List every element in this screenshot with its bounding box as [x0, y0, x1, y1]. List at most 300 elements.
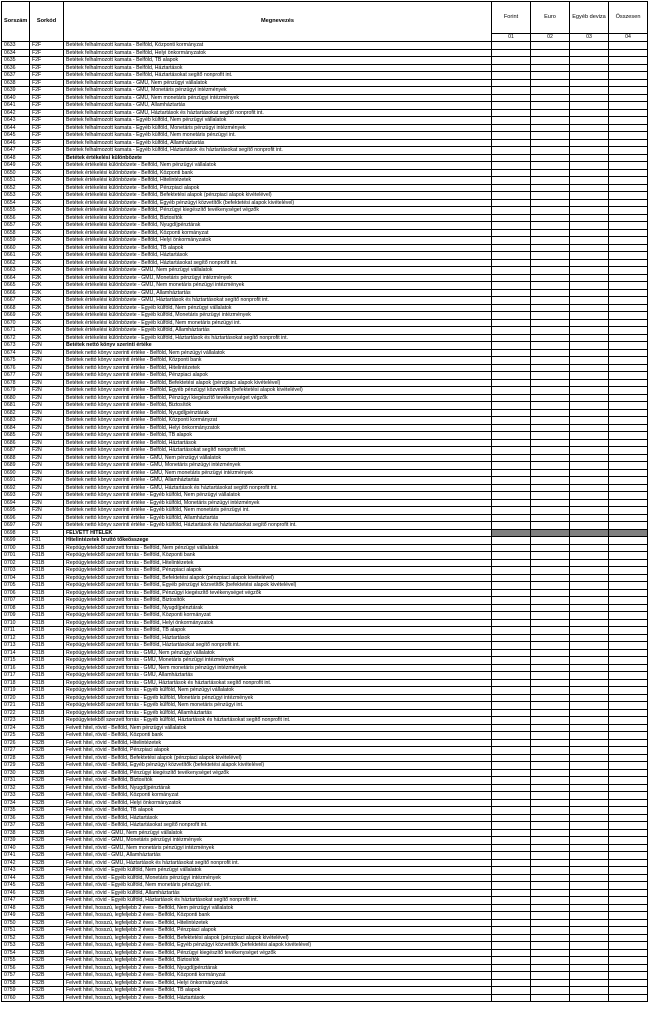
cell-euro[interactable]: [531, 297, 570, 305]
cell-euro[interactable]: [531, 709, 570, 717]
cell-forint[interactable]: [492, 724, 531, 732]
cell-osszesen[interactable]: [609, 379, 648, 387]
cell-forint[interactable]: [492, 732, 531, 740]
cell-egyeb[interactable]: [570, 912, 609, 920]
cell-osszesen[interactable]: [609, 274, 648, 282]
cell-forint[interactable]: [492, 964, 531, 972]
cell-osszesen[interactable]: [609, 439, 648, 447]
cell-osszesen[interactable]: [609, 447, 648, 455]
cell-egyeb[interactable]: [570, 379, 609, 387]
cell-osszesen[interactable]: [609, 124, 648, 132]
cell-egyeb[interactable]: [570, 462, 609, 470]
cell-forint[interactable]: [492, 207, 531, 215]
cell-osszesen[interactable]: [609, 927, 648, 935]
cell-egyeb[interactable]: [570, 979, 609, 987]
cell-osszesen[interactable]: [609, 417, 648, 425]
cell-egyeb[interactable]: [570, 949, 609, 957]
cell-egyeb[interactable]: [570, 679, 609, 687]
cell-osszesen[interactable]: [609, 214, 648, 222]
cell-forint[interactable]: [492, 252, 531, 260]
cell-osszesen[interactable]: [609, 117, 648, 125]
cell-forint[interactable]: [492, 117, 531, 125]
cell-osszesen[interactable]: [609, 297, 648, 305]
cell-egyeb[interactable]: [570, 807, 609, 815]
cell-osszesen[interactable]: [609, 672, 648, 680]
cell-forint[interactable]: [492, 912, 531, 920]
cell-egyeb[interactable]: [570, 252, 609, 260]
cell-egyeb[interactable]: [570, 244, 609, 252]
cell-forint[interactable]: [492, 882, 531, 890]
cell-euro[interactable]: [531, 574, 570, 582]
cell-osszesen[interactable]: [609, 657, 648, 665]
cell-egyeb[interactable]: [570, 64, 609, 72]
cell-egyeb[interactable]: [570, 507, 609, 515]
cell-forint[interactable]: [492, 192, 531, 200]
cell-forint[interactable]: [492, 777, 531, 785]
cell-forint[interactable]: [492, 717, 531, 725]
cell-euro[interactable]: [531, 867, 570, 875]
cell-osszesen[interactable]: [609, 867, 648, 875]
cell-forint[interactable]: [492, 769, 531, 777]
cell-forint[interactable]: [492, 904, 531, 912]
cell-egyeb[interactable]: [570, 627, 609, 635]
cell-euro[interactable]: [531, 987, 570, 995]
cell-euro[interactable]: [531, 919, 570, 927]
cell-egyeb[interactable]: [570, 439, 609, 447]
cell-egyeb[interactable]: [570, 319, 609, 327]
cell-forint[interactable]: [492, 672, 531, 680]
cell-osszesen[interactable]: [609, 634, 648, 642]
cell-egyeb[interactable]: [570, 612, 609, 620]
cell-osszesen[interactable]: [609, 342, 648, 350]
cell-osszesen[interactable]: [609, 619, 648, 627]
cell-euro[interactable]: [531, 154, 570, 162]
cell-egyeb[interactable]: [570, 829, 609, 837]
cell-egyeb[interactable]: [570, 132, 609, 140]
cell-euro[interactable]: [531, 957, 570, 965]
cell-osszesen[interactable]: [609, 844, 648, 852]
cell-egyeb[interactable]: [570, 259, 609, 267]
cell-euro[interactable]: [531, 837, 570, 845]
cell-euro[interactable]: [531, 904, 570, 912]
cell-euro[interactable]: [531, 949, 570, 957]
cell-euro[interactable]: [531, 642, 570, 650]
cell-egyeb[interactable]: [570, 822, 609, 830]
cell-forint[interactable]: [492, 859, 531, 867]
cell-forint[interactable]: [492, 957, 531, 965]
cell-egyeb[interactable]: [570, 49, 609, 57]
cell-euro[interactable]: [531, 319, 570, 327]
cell-egyeb[interactable]: [570, 79, 609, 87]
cell-forint[interactable]: [492, 439, 531, 447]
cell-euro[interactable]: [531, 57, 570, 65]
cell-egyeb[interactable]: [570, 529, 609, 537]
cell-egyeb[interactable]: [570, 582, 609, 590]
cell-forint[interactable]: [492, 177, 531, 185]
cell-osszesen[interactable]: [609, 567, 648, 575]
cell-euro[interactable]: [531, 912, 570, 920]
cell-egyeb[interactable]: [570, 964, 609, 972]
cell-forint[interactable]: [492, 642, 531, 650]
cell-osszesen[interactable]: [609, 687, 648, 695]
cell-forint[interactable]: [492, 612, 531, 620]
cell-osszesen[interactable]: [609, 64, 648, 72]
cell-euro[interactable]: [531, 199, 570, 207]
cell-osszesen[interactable]: [609, 207, 648, 215]
cell-egyeb[interactable]: [570, 522, 609, 530]
cell-egyeb[interactable]: [570, 139, 609, 147]
cell-euro[interactable]: [531, 357, 570, 365]
cell-forint[interactable]: [492, 282, 531, 290]
cell-egyeb[interactable]: [570, 867, 609, 875]
cell-egyeb[interactable]: [570, 904, 609, 912]
cell-euro[interactable]: [531, 334, 570, 342]
cell-osszesen[interactable]: [609, 184, 648, 192]
cell-forint[interactable]: [492, 229, 531, 237]
cell-forint[interactable]: [492, 154, 531, 162]
cell-egyeb[interactable]: [570, 477, 609, 485]
cell-egyeb[interactable]: [570, 274, 609, 282]
cell-forint[interactable]: [492, 57, 531, 65]
cell-euro[interactable]: [531, 979, 570, 987]
cell-egyeb[interactable]: [570, 357, 609, 365]
cell-forint[interactable]: [492, 319, 531, 327]
cell-forint[interactable]: [492, 792, 531, 800]
cell-osszesen[interactable]: [609, 874, 648, 882]
cell-euro[interactable]: [531, 769, 570, 777]
cell-euro[interactable]: [531, 507, 570, 515]
cell-euro[interactable]: [531, 117, 570, 125]
cell-egyeb[interactable]: [570, 312, 609, 320]
cell-egyeb[interactable]: [570, 237, 609, 245]
cell-euro[interactable]: [531, 289, 570, 297]
cell-egyeb[interactable]: [570, 784, 609, 792]
cell-euro[interactable]: [531, 934, 570, 942]
cell-egyeb[interactable]: [570, 124, 609, 132]
cell-egyeb[interactable]: [570, 342, 609, 350]
cell-egyeb[interactable]: [570, 799, 609, 807]
cell-euro[interactable]: [531, 387, 570, 395]
cell-euro[interactable]: [531, 897, 570, 905]
cell-egyeb[interactable]: [570, 537, 609, 545]
cell-euro[interactable]: [531, 244, 570, 252]
cell-osszesen[interactable]: [609, 432, 648, 440]
cell-forint[interactable]: [492, 64, 531, 72]
cell-egyeb[interactable]: [570, 739, 609, 747]
cell-euro[interactable]: [531, 169, 570, 177]
cell-osszesen[interactable]: [609, 784, 648, 792]
cell-egyeb[interactable]: [570, 222, 609, 230]
cell-osszesen[interactable]: [609, 147, 648, 155]
cell-euro[interactable]: [531, 469, 570, 477]
cell-egyeb[interactable]: [570, 432, 609, 440]
cell-forint[interactable]: [492, 889, 531, 897]
cell-forint[interactable]: [492, 747, 531, 755]
cell-forint[interactable]: [492, 87, 531, 95]
cell-osszesen[interactable]: [609, 57, 648, 65]
cell-egyeb[interactable]: [570, 387, 609, 395]
cell-egyeb[interactable]: [570, 469, 609, 477]
cell-egyeb[interactable]: [570, 199, 609, 207]
cell-euro[interactable]: [531, 672, 570, 680]
cell-forint[interactable]: [492, 852, 531, 860]
cell-euro[interactable]: [531, 994, 570, 1002]
cell-osszesen[interactable]: [609, 852, 648, 860]
cell-euro[interactable]: [531, 447, 570, 455]
cell-euro[interactable]: [531, 349, 570, 357]
cell-egyeb[interactable]: [570, 852, 609, 860]
cell-osszesen[interactable]: [609, 739, 648, 747]
cell-egyeb[interactable]: [570, 282, 609, 290]
cell-euro[interactable]: [531, 597, 570, 605]
cell-euro[interactable]: [531, 214, 570, 222]
cell-egyeb[interactable]: [570, 229, 609, 237]
cell-osszesen[interactable]: [609, 552, 648, 560]
cell-euro[interactable]: [531, 499, 570, 507]
cell-egyeb[interactable]: [570, 544, 609, 552]
cell-forint[interactable]: [492, 327, 531, 335]
cell-euro[interactable]: [531, 432, 570, 440]
cell-egyeb[interactable]: [570, 72, 609, 80]
cell-osszesen[interactable]: [609, 972, 648, 980]
cell-euro[interactable]: [531, 604, 570, 612]
cell-osszesen[interactable]: [609, 402, 648, 410]
cell-egyeb[interactable]: [570, 987, 609, 995]
cell-euro[interactable]: [531, 567, 570, 575]
cell-osszesen[interactable]: [609, 409, 648, 417]
cell-osszesen[interactable]: [609, 994, 648, 1002]
cell-osszesen[interactable]: [609, 537, 648, 545]
cell-egyeb[interactable]: [570, 657, 609, 665]
cell-euro[interactable]: [531, 739, 570, 747]
cell-euro[interactable]: [531, 702, 570, 710]
cell-forint[interactable]: [492, 709, 531, 717]
cell-egyeb[interactable]: [570, 882, 609, 890]
cell-forint[interactable]: [492, 499, 531, 507]
cell-osszesen[interactable]: [609, 394, 648, 402]
cell-osszesen[interactable]: [609, 574, 648, 582]
cell-osszesen[interactable]: [609, 979, 648, 987]
cell-osszesen[interactable]: [609, 319, 648, 327]
cell-osszesen[interactable]: [609, 582, 648, 590]
cell-euro[interactable]: [531, 409, 570, 417]
cell-osszesen[interactable]: [609, 282, 648, 290]
cell-euro[interactable]: [531, 724, 570, 732]
cell-osszesen[interactable]: [609, 484, 648, 492]
cell-osszesen[interactable]: [609, 259, 648, 267]
cell-osszesen[interactable]: [609, 859, 648, 867]
cell-forint[interactable]: [492, 664, 531, 672]
cell-forint[interactable]: [492, 537, 531, 545]
cell-osszesen[interactable]: [609, 79, 648, 87]
cell-forint[interactable]: [492, 214, 531, 222]
cell-osszesen[interactable]: [609, 454, 648, 462]
cell-forint[interactable]: [492, 447, 531, 455]
cell-osszesen[interactable]: [609, 492, 648, 500]
cell-egyeb[interactable]: [570, 169, 609, 177]
cell-forint[interactable]: [492, 919, 531, 927]
cell-euro[interactable]: [531, 777, 570, 785]
cell-egyeb[interactable]: [570, 484, 609, 492]
cell-euro[interactable]: [531, 882, 570, 890]
cell-egyeb[interactable]: [570, 492, 609, 500]
cell-forint[interactable]: [492, 529, 531, 537]
cell-euro[interactable]: [531, 784, 570, 792]
cell-osszesen[interactable]: [609, 139, 648, 147]
cell-euro[interactable]: [531, 424, 570, 432]
cell-euro[interactable]: [531, 717, 570, 725]
cell-forint[interactable]: [492, 169, 531, 177]
cell-osszesen[interactable]: [609, 499, 648, 507]
cell-osszesen[interactable]: [609, 334, 648, 342]
cell-euro[interactable]: [531, 859, 570, 867]
cell-forint[interactable]: [492, 844, 531, 852]
cell-egyeb[interactable]: [570, 334, 609, 342]
cell-forint[interactable]: [492, 799, 531, 807]
cell-osszesen[interactable]: [609, 222, 648, 230]
cell-osszesen[interactable]: [609, 49, 648, 57]
cell-osszesen[interactable]: [609, 387, 648, 395]
cell-osszesen[interactable]: [609, 642, 648, 650]
cell-forint[interactable]: [492, 267, 531, 275]
cell-forint[interactable]: [492, 139, 531, 147]
cell-osszesen[interactable]: [609, 897, 648, 905]
cell-euro[interactable]: [531, 657, 570, 665]
cell-euro[interactable]: [531, 589, 570, 597]
cell-osszesen[interactable]: [609, 942, 648, 950]
cell-osszesen[interactable]: [609, 559, 648, 567]
cell-euro[interactable]: [531, 79, 570, 87]
cell-osszesen[interactable]: [609, 754, 648, 762]
cell-forint[interactable]: [492, 492, 531, 500]
cell-egyeb[interactable]: [570, 177, 609, 185]
cell-euro[interactable]: [531, 139, 570, 147]
cell-forint[interactable]: [492, 364, 531, 372]
cell-osszesen[interactable]: [609, 627, 648, 635]
cell-egyeb[interactable]: [570, 574, 609, 582]
cell-euro[interactable]: [531, 747, 570, 755]
cell-osszesen[interactable]: [609, 957, 648, 965]
cell-forint[interactable]: [492, 342, 531, 350]
cell-egyeb[interactable]: [570, 117, 609, 125]
cell-egyeb[interactable]: [570, 604, 609, 612]
cell-euro[interactable]: [531, 649, 570, 657]
cell-egyeb[interactable]: [570, 844, 609, 852]
cell-forint[interactable]: [492, 237, 531, 245]
cell-egyeb[interactable]: [570, 109, 609, 117]
cell-euro[interactable]: [531, 687, 570, 695]
cell-osszesen[interactable]: [609, 372, 648, 380]
cell-egyeb[interactable]: [570, 897, 609, 905]
cell-forint[interactable]: [492, 649, 531, 657]
cell-egyeb[interactable]: [570, 597, 609, 605]
cell-forint[interactable]: [492, 49, 531, 57]
cell-euro[interactable]: [531, 259, 570, 267]
cell-forint[interactable]: [492, 109, 531, 117]
cell-egyeb[interactable]: [570, 42, 609, 50]
cell-euro[interactable]: [531, 304, 570, 312]
cell-euro[interactable]: [531, 664, 570, 672]
cell-forint[interactable]: [492, 184, 531, 192]
cell-forint[interactable]: [492, 679, 531, 687]
cell-euro[interactable]: [531, 207, 570, 215]
cell-osszesen[interactable]: [609, 192, 648, 200]
cell-osszesen[interactable]: [609, 702, 648, 710]
cell-egyeb[interactable]: [570, 349, 609, 357]
cell-egyeb[interactable]: [570, 162, 609, 170]
cell-euro[interactable]: [531, 72, 570, 80]
cell-forint[interactable]: [492, 544, 531, 552]
cell-egyeb[interactable]: [570, 642, 609, 650]
cell-forint[interactable]: [492, 387, 531, 395]
cell-osszesen[interactable]: [609, 72, 648, 80]
cell-osszesen[interactable]: [609, 829, 648, 837]
cell-euro[interactable]: [531, 64, 570, 72]
cell-euro[interactable]: [531, 634, 570, 642]
cell-euro[interactable]: [531, 267, 570, 275]
cell-euro[interactable]: [531, 679, 570, 687]
cell-egyeb[interactable]: [570, 672, 609, 680]
cell-euro[interactable]: [531, 454, 570, 462]
cell-osszesen[interactable]: [609, 462, 648, 470]
cell-forint[interactable]: [492, 357, 531, 365]
cell-euro[interactable]: [531, 754, 570, 762]
cell-euro[interactable]: [531, 222, 570, 230]
cell-osszesen[interactable]: [609, 42, 648, 50]
cell-forint[interactable]: [492, 814, 531, 822]
cell-forint[interactable]: [492, 837, 531, 845]
cell-forint[interactable]: [492, 124, 531, 132]
cell-osszesen[interactable]: [609, 132, 648, 140]
cell-egyeb[interactable]: [570, 57, 609, 65]
cell-osszesen[interactable]: [609, 912, 648, 920]
cell-osszesen[interactable]: [609, 514, 648, 522]
cell-euro[interactable]: [531, 814, 570, 822]
cell-forint[interactable]: [492, 627, 531, 635]
cell-egyeb[interactable]: [570, 649, 609, 657]
cell-egyeb[interactable]: [570, 889, 609, 897]
cell-forint[interactable]: [492, 972, 531, 980]
cell-euro[interactable]: [531, 394, 570, 402]
cell-osszesen[interactable]: [609, 102, 648, 110]
cell-euro[interactable]: [531, 184, 570, 192]
cell-euro[interactable]: [531, 514, 570, 522]
cell-euro[interactable]: [531, 132, 570, 140]
cell-forint[interactable]: [492, 574, 531, 582]
cell-euro[interactable]: [531, 402, 570, 410]
cell-osszesen[interactable]: [609, 889, 648, 897]
cell-forint[interactable]: [492, 94, 531, 102]
cell-osszesen[interactable]: [609, 544, 648, 552]
cell-egyeb[interactable]: [570, 957, 609, 965]
cell-forint[interactable]: [492, 79, 531, 87]
cell-forint[interactable]: [492, 589, 531, 597]
cell-euro[interactable]: [531, 694, 570, 702]
cell-egyeb[interactable]: [570, 514, 609, 522]
cell-egyeb[interactable]: [570, 454, 609, 462]
cell-forint[interactable]: [492, 687, 531, 695]
cell-forint[interactable]: [492, 409, 531, 417]
cell-euro[interactable]: [531, 162, 570, 170]
cell-forint[interactable]: [492, 754, 531, 762]
cell-egyeb[interactable]: [570, 94, 609, 102]
cell-egyeb[interactable]: [570, 417, 609, 425]
cell-osszesen[interactable]: [609, 769, 648, 777]
cell-egyeb[interactable]: [570, 694, 609, 702]
cell-euro[interactable]: [531, 942, 570, 950]
cell-osszesen[interactable]: [609, 357, 648, 365]
cell-osszesen[interactable]: [609, 709, 648, 717]
